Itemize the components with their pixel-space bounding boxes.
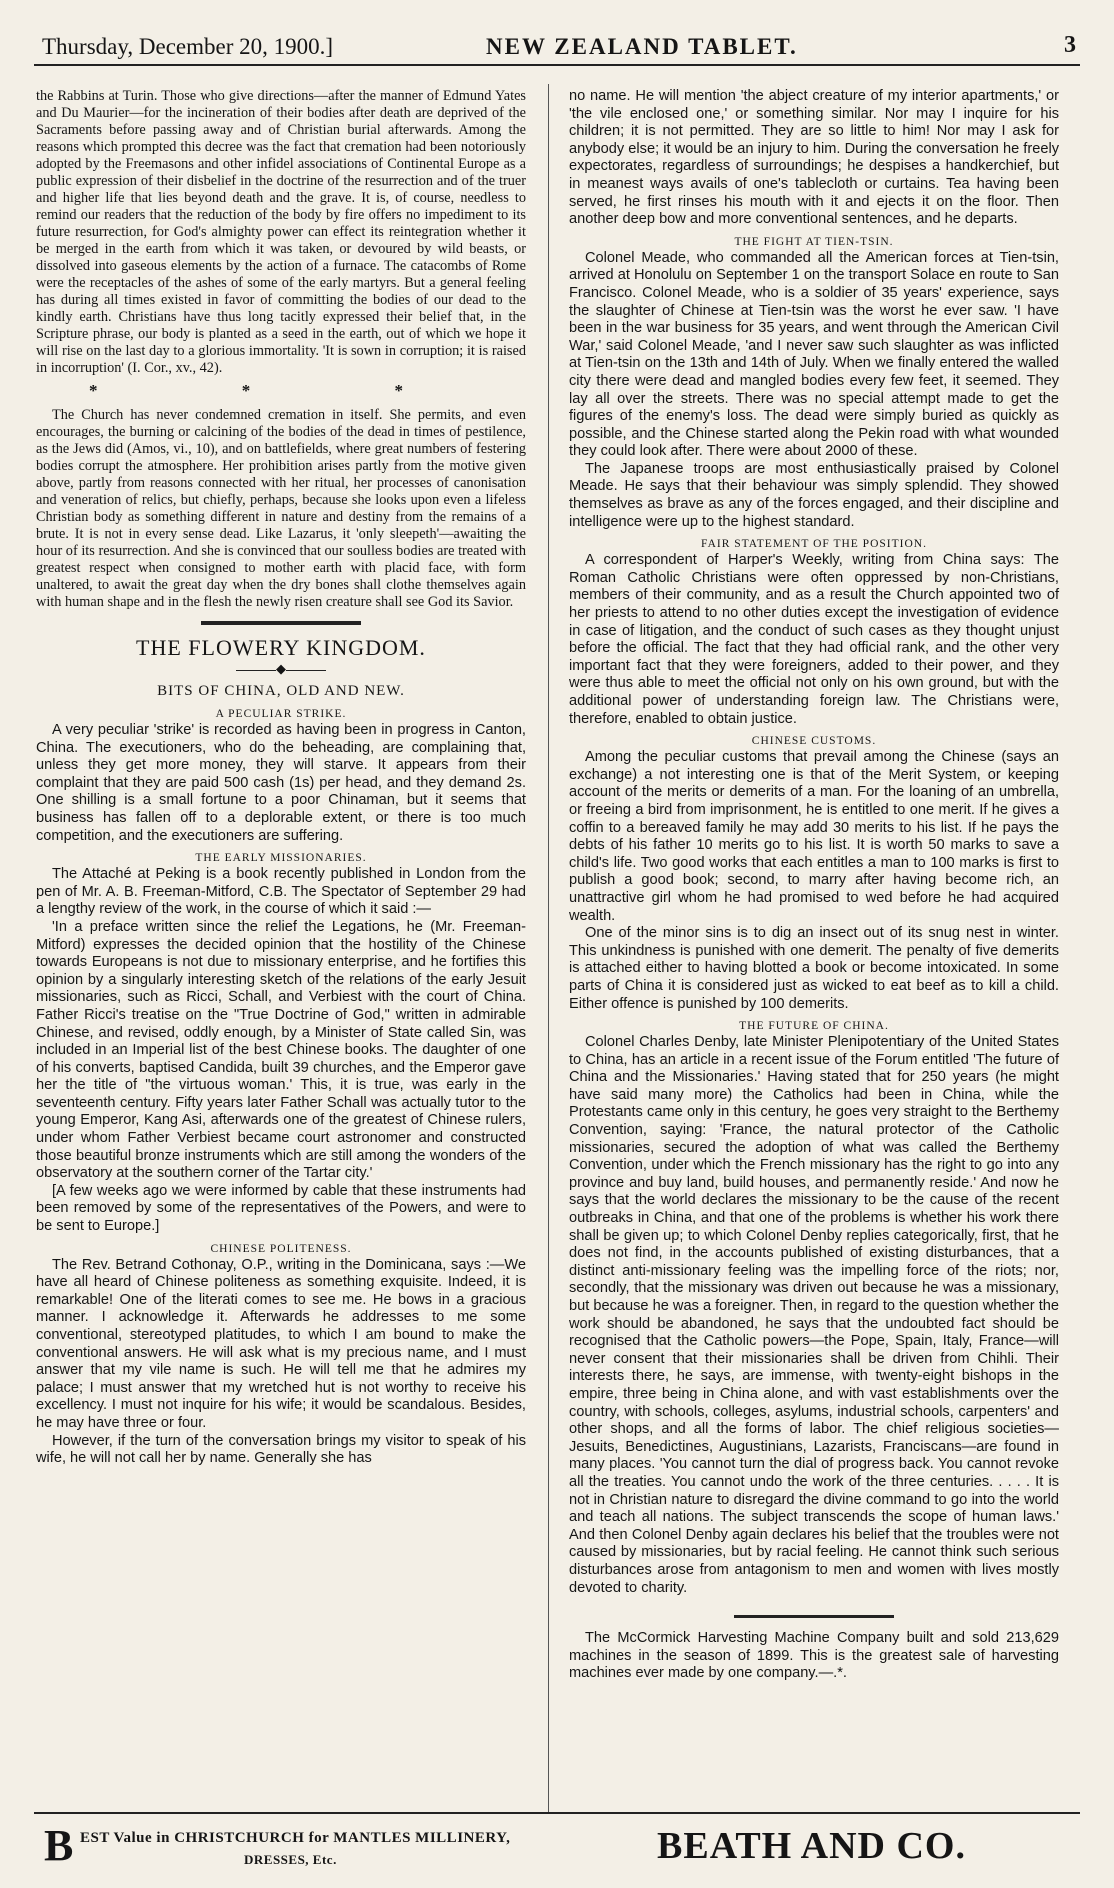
future-paragraph: Colonel Charles Denby, late Minister Plenipotentiary of the United States to China, has an article in a recent issue of the Forum entitled 'The future of China and the Missionaries.' Having stated that for 250 years (he might have said many more) the Catholics had been in China, while the Protestants came only in this century, he goes very straight to the Berthemy Convention, saying: 'France, the natural protector of the Catholic missionaries, secured the adoption of what was called the Berthemy Convention, under which the French missionary has the right to go into any province and buy land, build houses, and permanently reside.' And now he says that the world declares the missionary to be the cause of the recent outbreaks in China, and that one of the problems is whether his work there shall be given up; to which Colonel Denby replies categorically, first, that he does not find, in the accounts published of existing disturbances, that a distinct anti-missionary feeling was the impelling force of the riots; nor, secondly, that the missionary was driven out because he was a missionary, but because he was a foreigner. Then, in regard to the question whether the work should be abandoned, he says that the undoubted fact should be recognised that the Catholic powers—the Pope, Spain, Italy, France—will never consent that their missionaries shall be driven from Chihli. Their interests there, he says, are immense, with twenty-eight bishops in the empire, three being in China alone, and with vast establishments over the country, with schools, colleges, asylums, industrial schools, carpenters' and other shops, and all the forms of labor. The chief religious societies—Jesuits, Benedictines, Augustinians, Lazarists, Franciscans—are found in many places. 'You cannot turn the dial of progress back. You cannot revoke all the treaties. You cannot undo the work of the three centuries. . . . . It is not in Christian nature to disregard the divine command to go into the world and teach all nations. The subject transcends the scope of human laws.' And then Colonel Denby again declares his belief that the troubles were not caused by missionaries, but by racial feeling. He cannot think such serious disturbances arose from antagonism to men and women with lives mostly devoted to charity. <box>569 1034 1059 1596</box>
subhead-future: THE FUTURE OF CHINA. <box>739 1020 889 1033</box>
fight-paragraph-1: Colonel Meade, who commanded all the American forces at Tien-tsin, arrived at Honolulu on September 1 on the transport Solace en route to San Francisco. Colonel Meade, who is a soldier of 35 years' experience, says the slaughter of Chinese at Tien-tsin was the worst he ever saw. 'I have been in the war business for 35 years, and went through the American Civil War,' said Colonel Meade, 'and I never saw such slaughter as was inflicted at Tien-tsin on the 13th and 14th of July. When we finally entered the walled city there were dead and mangled bodies every few feet, it seemed. They lay all over the streets. There was no special attempt made to get the figures of the enemy's loss. The dead were simply buried as quickly as possible, and the Chinese started along the Pekin road with what wounded they could look after. There were about 2000 of these. <box>569 249 1059 460</box>
header-title: NEW ZEALAND TABLET. <box>486 34 798 59</box>
beath-and-co-advertisement: BEATH AND CO. <box>657 1825 966 1867</box>
mccormick-paragraph: The McCormick Harvesting Machine Company built and sold 213,629 machines in the season of 1899. This is the greatest sale of harvesting machines ever made by one company.—.*. <box>569 1630 1059 1682</box>
header-page-number: 3 <box>1064 32 1076 58</box>
fair-statement-paragraph: A correspondent of Harper's Weekly, writing from China says: The Roman Catholic Christians were often oppressed by non-Christians, members of their community, and as a result the Church appointed two of her priests to attend to no other duties except the investigation of evidence in case of litigation, and the conduct of such cases as they thought unjust before the official. The fact that they had official rank, and the other very important fact that they were foreigners, added to their power, and they were thus able to meet the official not only on his own ground, but with the additional power of understanding foreign law. The Christians were, therefore, enabled to obtain justice. <box>569 552 1059 727</box>
customs-paragraph-1: Among the peculiar customs that prevail among the Chinese (says an exchange) a not interesting one is that of the Merit System, or keeping account of the merits or demerits of a man. For the loaning of an umbrella, or freeing a bird from imprisonment, he is entitled to one merit. If he gives a coffin to a bereaved family he may add 30 merits to his list. If he pays the debts of his father 10 merits go to his list. It is worth 50 marks to save a child's life. Two good works that each entitles a man to 100 marks is first to publish a good book; second, to marry after having become rich, an unattractive girl whom he had promised to wed before he had acquired wealth. <box>569 749 1059 924</box>
subhead-missionaries: THE EARLY MISSIONARIES. <box>195 852 367 865</box>
right-column <box>569 88 1059 1683</box>
section-subtitle: BITS OF CHINA, OLD AND NEW. <box>157 683 405 699</box>
subhead-fight: THE FIGHT AT TIEN-TSIN. <box>734 235 894 248</box>
subhead-customs: CHINESE CUSTOMS. <box>751 735 877 748</box>
advertisement-footer <box>34 1812 1080 1874</box>
section-rule-right <box>734 1615 894 1618</box>
cremation-paragraph-1: the Rabbins at Turin. Those who give directions—after the manner of Edmund Yates and Du Maurier—for the incineration of their bodies after death are deprived of the Sacraments before passing away and of Christian burial afterwards. Among the reasons which prompted this decree was the fact that cremation had been notoriously adopted by the Freemasons and other infidel associations of Continental Europe as a public expression of their disbelief in the doctrine of the resurrection and of the truer and higher life that lies beyond death and the grave. It is, of course, needless to remind our readers that the reduction of the body by fire offers no impediment to its future resurrection, for God's almighty power can effect its reintegration whether it be merged in the earth from which it was taken, or devoured by wild beasts, or dissolved into gaseous elements by the action of a furnace. The catacombs of Rome were the receptacles of the ashes of some of the early martyrs. But a general feeling has during all times existed in favor of committing the bodies of our dead to the kindly earth. Christians have thus long tacitly expressed their belief that, in the Scripture phrase, our body is planted as a seed in the earth, out of which we hope it will rise on the last day to a glorious immortality. 'It is sown in corruption; it is raised in incorruption' (I. Cor., xv., 42). <box>36 88 526 376</box>
politeness-paragraph-1: The Rev. Betrand Cothonay, O.P., writing in the Dominicana, says :—We have all heard of Chinese politeness as something exquisite. Indeed, it is remarkable! One of the literati comes to see me. He bows in a gracious manner. I acknowledge it. Afterwards he addresses to me some conventional, stereotyped platitudes, to which I am bound to make the conventional answers. He will ask what is my precious name, and I must answer that my vile name is such. He will tell me that he admires my palace; I must answer that my wretched hut is not worthy to receive his excellency. I must not inquire for his wife; it would be scandalous. Besides, he may have three or four. <box>36 1256 526 1431</box>
politeness-continued: no name. He will mention 'the abject creature of my interior apartments,' or 'the vile enclosed one,' or something similar. Nor may I inquire for his children; it is not permitted. They are so little to him! Nor may I ask for anybody else; it would be an injury to him. During the conversation he freely expectorates, regardless of surroundings; he despises a handkerchief, but in meanest ways avails of one's tablecloth or curtains. Tea having been served, he first rinses his mouth with it and ejects it on the floor. Then another deep bow and more conventional sentences, and he departs. <box>569 88 1059 228</box>
subhead-strike: A PECULIAR STRIKE. <box>215 708 347 720</box>
missionaries-paragraph-2: 'In a preface written since the relief the Legations, he (Mr. Freeman-Mitford) expresses the decided opinion that the hostility of the Chinese towards Europeans is not due to missionary enterprise, and he fortifies this opinion by a singularly interesting sketch of the relations of the early Jesuit missionaries, such as Ricci, Schall, and Verbiest with the court of China. Father Ricci's treatise on the "True Doctrine of God," written in admirable Chinese, and revised, oddly enough, by a Minister of State called Sin, was included in an Imperial list of the best Chinese books. The daughter of one of his converts, baptised Candida, built 39 churches, and the Emperor gave her the title of "the virtuous woman.' This, it is true, was early in the seventeenth century. Fifty years later Father Schall was actually tutor to the young Emperor, Kang Asi, afterwards one of the greatest of Chinese rulers, under whom Father Verbiest became court astronomer and constructed those beautiful bronze instruments which are still among the wonders of the observatory at the southern corner of the Tartar city.' <box>36 918 526 1182</box>
strike-paragraph: A very peculiar 'strike' is recorded as having been in progress in Canton, China. The executioners, who do the beheading, are complaining that, unless they get more money, they will starve. It appears from their complaint that they are paid 500 cash (1s) per head, and they demand 2s. One shilling is a small fortune to a poor Chinaman, but it seems that business has fallen off to a deplorable extent, or there is too much competition, and the executioners are suffering. <box>36 722 526 844</box>
ad-initial: B <box>44 1821 74 1870</box>
subhead-politeness: CHINESE POLITENESS. <box>210 1242 352 1255</box>
customs-paragraph-2: One of the minor sins is to dig an insect out of its snug nest in winter. This unkindness is punished with one demerit. The penalty of five demerits is attached either to having blotted a book or become intoxicated. In some parts of China it is considered just as wicked to eat beef as to kill a child. Either offence is punished by 100 demerits. <box>569 925 1059 1012</box>
subhead-fair-statement: FAIR STATEMENT OF THE POSITION. <box>701 538 927 551</box>
politeness-paragraph-2: However, if the turn of the conversation brings my visitor to speak of his wife, he will not call her by name. Generally she has <box>36 1432 526 1467</box>
header-date: Thursday, December 20, 1900.] <box>42 34 334 59</box>
missionaries-paragraph-1: The Attaché at Peking is a book recently published in London from the pen of Mr. A. B. Freeman-Mitford, C.B. The Spectator of September 29 had a lengthy review of the work, in the course of which it said :— <box>36 866 526 918</box>
cremation-paragraph-2: The Church has never condemned cremation in itself. She permits, and even encourages, the burning or calcining of the bodies of the dead in times of pestilence, as the Jews did (Amos, vi., 10), and on battlefields, where great numbers of festering bodies corrupt the atmosphere. Her prohibition arises partly from the motive given above, partly from reasons connected with her ritual, her processes of canonisation and veneration of relics, but chiefly, perhaps, because she looks upon even a lifeless Christian body as something different in nature and destiny from the remains of a brute. It is not in every sense dead. Like Lazarus, it 'only sleepeth'—awaiting the hour of its resurrection. And she is convinced that our soulless bodies are treated with greatest respect when consigned to mother earth with placid face, with form unaltered, to await the great day when the dry bones shall clothe themselves again with human shape and in the flesh the newly risen creature shall see God its Savior. <box>36 407 526 610</box>
section-break-stars: * * * <box>89 381 473 400</box>
section-title: THE FLOWERY KINGDOM. <box>136 635 426 660</box>
diamond-ornament: ◆ <box>36 663 526 675</box>
ad-line-2: DRESSES, Etc. <box>244 1852 337 1867</box>
column-divider <box>548 84 549 1814</box>
left-column <box>36 88 526 1468</box>
section-rule <box>201 621 361 625</box>
page-header <box>34 30 1080 66</box>
missionaries-paragraph-3: [A few weeks ago we were informed by cable that these instruments had been removed by some of the representatives of the Powers, and were to be sent to Europe.] <box>36 1182 526 1235</box>
ad-line-1: EST Value in CHRISTCHURCH for MANTLES MILLINERY, <box>80 1830 511 1846</box>
fight-paragraph-2: The Japanese troops are most enthusiastically praised by Colonel Meade. He says that their behaviour was simply splendid. They showed themselves as brave as any of the forces engaged, and their discipline and intelligence were up to the highest standard. <box>569 460 1059 530</box>
